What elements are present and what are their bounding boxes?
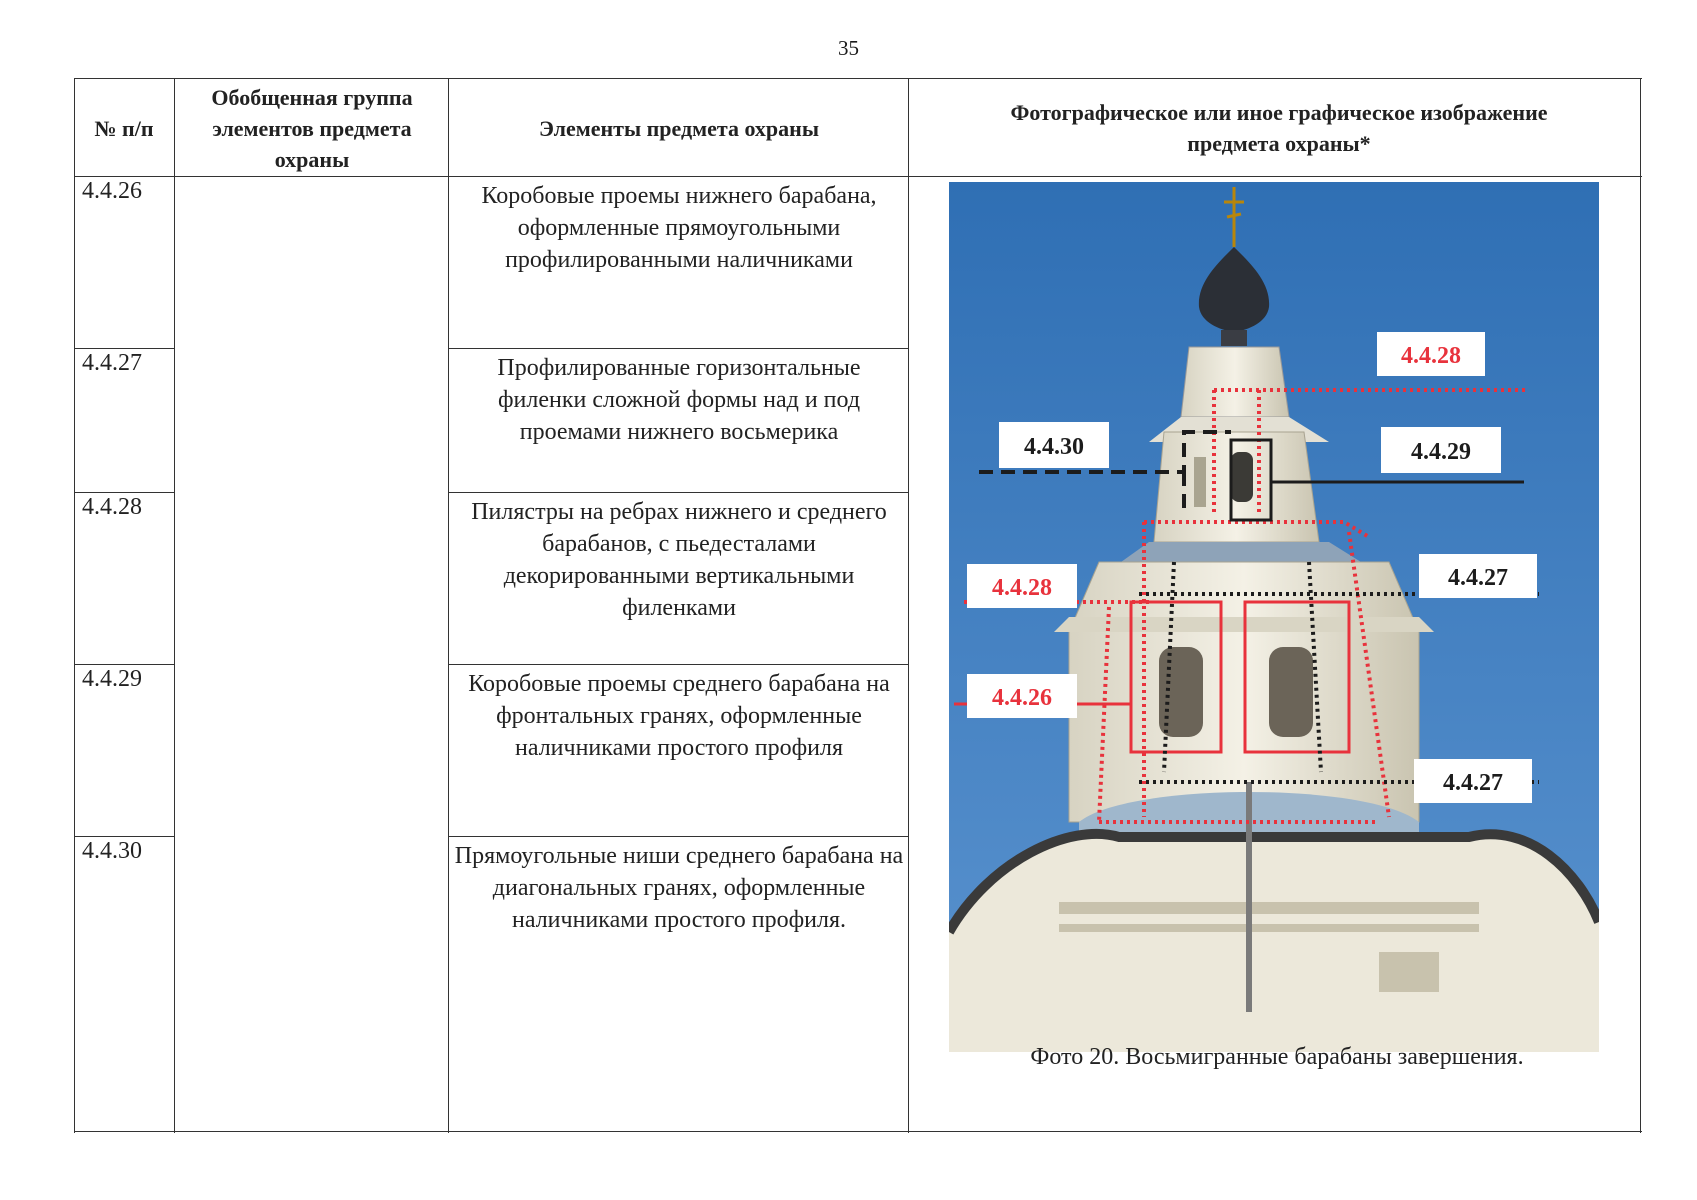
row-element: Коробовые проемы среднего барабана на фронтальных гранях, оформленные наличниками простого профиля <box>468 671 890 761</box>
header-elements: Элементы предмета охраны <box>538 115 820 141</box>
row-number: 4.4.29 <box>82 666 142 692</box>
annotation-label: 4.4.28 <box>1401 343 1461 369</box>
photo-caption: Фото 20. Восьмигранные барабаны завершения. <box>1030 1044 1524 1070</box>
table-border-right <box>1640 78 1641 1133</box>
col-divider-3 <box>908 78 909 1133</box>
annotation-label: 4.4.28 <box>992 575 1052 601</box>
annotation-label: 4.4.27 <box>1443 770 1503 796</box>
middle-window <box>1231 452 1253 502</box>
annotation-label: 4.4.27 <box>1448 565 1508 591</box>
row-number: 4.4.28 <box>82 494 142 520</box>
table-border-bottom <box>74 1131 1642 1132</box>
dome-neck <box>1221 330 1247 346</box>
row-divider <box>448 492 908 493</box>
lower-window-right <box>1269 647 1313 737</box>
row-divider <box>74 836 174 837</box>
header-number: № п/п <box>94 115 154 141</box>
col-divider-1 <box>174 78 175 1133</box>
row-divider <box>74 348 174 349</box>
row-divider <box>74 492 174 493</box>
col-divider-2 <box>448 78 449 1133</box>
row-element: Коробовые проемы нижнего барабана, оформленные прямоугольными профилированными наличниками <box>481 183 877 273</box>
row-divider <box>448 348 908 349</box>
row-divider <box>448 836 908 837</box>
annotation-label: 4.4.26 <box>992 685 1052 711</box>
middle-niche <box>1194 457 1206 507</box>
annotation-label: 4.4.29 <box>1411 439 1471 465</box>
row-divider <box>74 664 174 665</box>
photo-illustration <box>949 182 1599 1052</box>
front-gable <box>949 834 1599 1052</box>
row-number: 4.4.30 <box>82 838 142 864</box>
bell-tower-photo <box>949 182 1599 1052</box>
page-number: 35 <box>838 36 859 60</box>
header-group: Обобщенная группа элементов предмета охраны <box>211 84 413 172</box>
row-number: 4.4.27 <box>82 350 142 376</box>
header-image: Фотографическое или иное графическое изображение предмета охраны* <box>1010 100 1548 156</box>
annotation-label: 4.4.30 <box>1024 434 1084 460</box>
table-border-left <box>74 78 75 1133</box>
row-number: 4.4.26 <box>82 178 142 204</box>
protection-table <box>74 78 1642 1133</box>
upper-drum <box>1181 347 1289 417</box>
row-element: Пилястры на ребрах нижнего и среднего барабанов, с пьедесталами декорированными вертикальными филенками <box>471 499 887 621</box>
row-element: Профилированные горизонтальные филенки сложной формы над и под проемами нижнего восьмерика <box>497 355 861 445</box>
row-element: Прямоугольные ниши среднего барабана на диагональных гранях, оформленные наличниками простого профиля. <box>454 843 904 933</box>
row-divider <box>448 664 908 665</box>
